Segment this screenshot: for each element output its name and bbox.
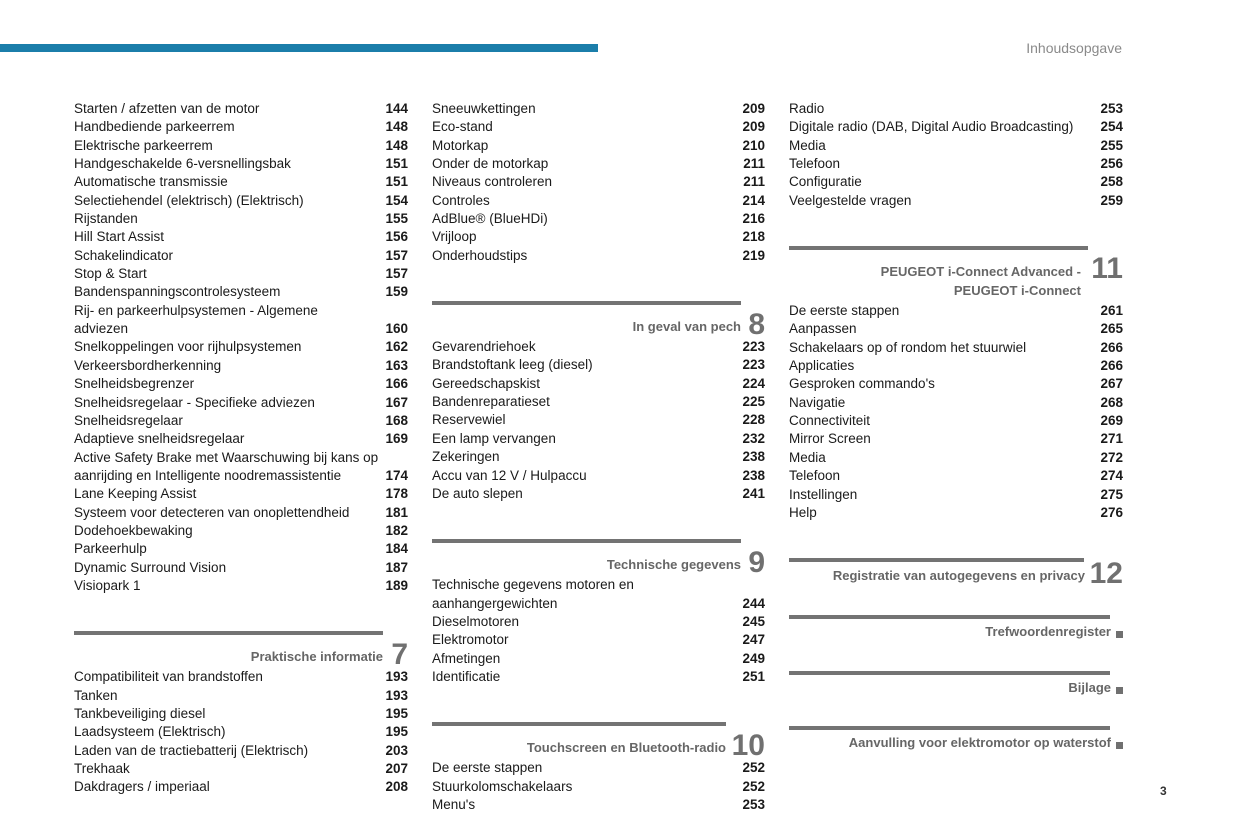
toc-entry-page: 275: [1100, 486, 1123, 502]
toc-entry-title: Dieselmotoren: [432, 613, 520, 629]
toc-entry-title: Rijstanden: [74, 211, 138, 227]
section-title-line: PEUGEOT i-Connect Advanced -: [880, 264, 1081, 280]
toc-entry-page: 211: [743, 156, 765, 172]
toc-entry-page: 187: [385, 559, 408, 575]
toc-entry-page: 151: [385, 174, 408, 190]
toc-entry-title: Controles: [432, 192, 490, 208]
toc-entry-page: 207: [385, 761, 408, 776]
toc-entry[interactable]: [432, 137, 765, 155]
toc-column-1: [74, 100, 408, 797]
toc-entry-page: 209: [742, 119, 765, 135]
toc-entry-page: 167: [385, 394, 408, 410]
toc-entry-active-safety-brake[interactable]: [74, 449, 408, 486]
toc-entry-page: 157: [385, 266, 408, 282]
toc-entry[interactable]: [74, 559, 408, 577]
toc-list: [74, 485, 408, 595]
toc-entry-title: Sneeuwkettingen: [432, 101, 536, 116]
section-rule: [789, 246, 1088, 250]
toc-entry[interactable]: [74, 742, 408, 760]
toc-entry[interactable]: [789, 155, 1123, 173]
toc-entry-page: 274: [1100, 468, 1123, 484]
toc-entry[interactable]: [74, 485, 408, 503]
toc-entry-title: Veelgestelde vragen: [789, 192, 912, 208]
section-header-10[interactable]: [432, 722, 765, 763]
toc-entry-page: 256: [1100, 156, 1123, 172]
toc-entry-page: 209: [742, 101, 765, 116]
toc-entry-page: 195: [385, 724, 408, 740]
toc-entry[interactable]: [789, 100, 1123, 118]
toc-entry-title: De eerste stappen: [789, 303, 900, 319]
toc-list: [432, 759, 765, 814]
toc-entry-title: Navigatie: [789, 394, 846, 410]
toc-entry[interactable]: [74, 375, 408, 393]
toc-entry[interactable]: [74, 522, 408, 540]
toc-entry[interactable]: [432, 393, 765, 411]
section-square-icon: [1116, 631, 1123, 638]
toc-entry-title: Rij- en parkeerhulpsystemen - Algemene adviezen: [74, 302, 318, 337]
toc-entry-page: 216: [742, 211, 765, 227]
toc-entry-page: 269: [1100, 413, 1123, 429]
toc-entry[interactable]: [789, 302, 1123, 320]
toc-entry-page: 238: [742, 467, 765, 483]
toc-entry[interactable]: [432, 613, 765, 631]
toc-entry[interactable]: [74, 430, 408, 448]
toc-entry-title: De eerste stappen: [432, 760, 543, 776]
toc-entry-page: 168: [385, 412, 408, 428]
toc-entry[interactable]: [74, 118, 408, 136]
toc-entry-page: 266: [1100, 339, 1123, 355]
section-header-8[interactable]: [432, 301, 765, 342]
toc-entry-page: 252: [742, 760, 765, 776]
section-header-9[interactable]: [432, 539, 765, 580]
toc-entry-title: Trekhaak: [74, 761, 130, 776]
toc-entry-page: 144: [385, 101, 408, 116]
toc-entry-title: Elektromotor: [432, 632, 509, 648]
toc-entry-title: Niveaus controleren: [432, 174, 553, 190]
toc-entry[interactable]: [74, 760, 408, 778]
toc-entry[interactable]: [789, 320, 1123, 338]
section-title: In geval van pech: [632, 318, 741, 334]
page-number: 3: [1160, 784, 1167, 798]
toc-entry-title: Telefoon: [789, 156, 841, 172]
toc-entry-page: 178: [385, 486, 408, 502]
section-number: 9: [748, 546, 765, 580]
toc-entry[interactable]: [432, 247, 765, 265]
toc-entry-title: Snelheidsbegrenzer: [74, 376, 195, 392]
toc-entry[interactable]: [74, 155, 408, 173]
section-rule: [432, 539, 741, 543]
toc-entry[interactable]: [789, 467, 1123, 485]
toc-entry-page: 251: [742, 668, 765, 684]
toc-entry-title: aanrijding en Intelligente noodremassistentie: [74, 467, 342, 483]
toc-entry[interactable]: [789, 449, 1123, 467]
toc-entry-page: 224: [742, 375, 765, 391]
toc-entry[interactable]: [74, 577, 408, 595]
section-number: 11: [1091, 252, 1123, 286]
toc-entry[interactable]: [432, 668, 765, 686]
toc-entry[interactable]: [74, 302, 408, 339]
toc-entry-title: Systeem voor detecteren van onoplettendheid: [74, 504, 350, 520]
toc-entry-page: 211: [743, 174, 765, 190]
toc-entry[interactable]: [74, 504, 408, 522]
toc-entry[interactable]: [789, 375, 1123, 393]
toc-entry[interactable]: [74, 173, 408, 191]
toc-entry-page: 219: [742, 247, 765, 263]
toc-list: [74, 668, 408, 796]
toc-entry[interactable]: [789, 118, 1123, 136]
toc-entry[interactable]: [432, 118, 765, 136]
section-title: Praktische informatie: [250, 648, 383, 664]
toc-entry-title: Applicaties: [789, 358, 855, 374]
toc-entry-title: Stuurkolomschakelaars: [432, 778, 573, 794]
toc-entry-title: Motorkap: [432, 137, 489, 153]
toc-entry-title: Verkeersbordherkenning: [74, 357, 222, 373]
toc-entry[interactable]: [432, 778, 765, 796]
toc-entry-title: Snelheidsregelaar: [74, 412, 183, 428]
toc-entry-title: Schakelindicator: [74, 247, 174, 263]
toc-entry-title: Lane Keeping Assist: [74, 486, 197, 502]
toc-entry-page: 228: [742, 412, 765, 428]
toc-entry-title: Stop & Start: [74, 266, 147, 282]
toc-entry[interactable]: [789, 339, 1123, 357]
toc-entry-page: 258: [1100, 174, 1123, 190]
toc-entry-page: 154: [385, 192, 408, 208]
toc-entry-title: Compatibiliteit van brandstoffen: [74, 669, 263, 685]
toc-entry-title: Digitale radio (DAB, Digital Audio Broadcasting): [789, 119, 1074, 135]
toc-entry-title: Adaptieve snelheidsregelaar: [74, 431, 245, 447]
section-header-aanvulling[interactable]: [789, 726, 1123, 754]
toc-entry[interactable]: [789, 504, 1123, 522]
toc-entry-page: 253: [1100, 101, 1123, 116]
toc-entry-page: 253: [742, 796, 765, 812]
toc-entry[interactable]: [74, 357, 408, 375]
toc-entry[interactable]: [432, 759, 765, 777]
section-title: Technische gegevens: [606, 556, 741, 572]
toc-entry-title: Laadsysteem (Elektrisch): [74, 724, 226, 740]
toc-entry-page: 203: [385, 742, 408, 758]
toc-entry-title: Elektrische parkeerrem: [74, 137, 213, 153]
toc-entry-page: 163: [385, 357, 408, 373]
toc-entry-page: 184: [385, 541, 408, 557]
toc-entry[interactable]: [74, 100, 408, 118]
toc-entry-title: Accu van 12 V / Hulpaccu: [432, 467, 587, 483]
section-rule: [789, 615, 1110, 619]
toc-entry[interactable]: [432, 631, 765, 649]
toc-entry-title: Tankbeveiliging diesel: [74, 705, 206, 721]
toc-entry[interactable]: [789, 394, 1123, 412]
toc-entry-page: 156: [385, 229, 408, 245]
toc-entry-technische-gegevens[interactable]: [432, 576, 765, 613]
toc-entry[interactable]: [432, 411, 765, 429]
toc-entry-title: Brandstoftank leeg (diesel): [432, 357, 593, 373]
toc-entry[interactable]: [74, 283, 408, 301]
section-title: Aanvulling voor elektromotor op waterstof: [848, 734, 1111, 750]
toc-entry-title: Aanpassen: [789, 321, 857, 337]
toc-entry-title: Dodehoekbewaking: [74, 522, 193, 538]
toc-entry-page: 244: [742, 595, 765, 611]
section-square-icon: [1116, 687, 1123, 694]
toc-list: [432, 613, 765, 686]
toc-entry-page: 259: [1100, 192, 1123, 208]
section-rule: [789, 671, 1110, 675]
toc-entry-title: Media: [789, 449, 826, 465]
toc-entry-title: Parkeerhulp: [74, 541, 147, 557]
toc-entry-page: 254: [1100, 119, 1123, 135]
toc-entry-page: 151: [385, 156, 408, 172]
toc-entry-page: 162: [385, 339, 408, 355]
section-title-line: PEUGEOT i-Connect: [953, 282, 1081, 298]
toc-entry[interactable]: [789, 430, 1123, 448]
toc-entry[interactable]: [432, 192, 765, 210]
toc-entry[interactable]: [432, 650, 765, 668]
section-number: 10: [731, 729, 765, 763]
toc-entry[interactable]: [432, 100, 765, 118]
toc-entry[interactable]: [74, 247, 408, 265]
toc-entry-title: Gevarendriehoek: [432, 339, 536, 355]
section-rule: [74, 631, 383, 635]
toc-entry-page: 276: [1100, 504, 1123, 520]
toc-list: [74, 100, 408, 449]
toc-entry[interactable]: [74, 338, 408, 356]
toc-entry[interactable]: [74, 540, 408, 558]
section-number: 8: [748, 308, 765, 342]
toc-entry-page: 232: [742, 430, 765, 446]
section-header-7[interactable]: [74, 631, 408, 672]
toc-entry-title: Selectiehendel (elektrisch) (Elektrisch): [74, 192, 304, 208]
toc-entry[interactable]: [74, 778, 408, 796]
section-title: [881, 263, 1081, 300]
toc-entry-title: AdBlue® (BlueHDi): [432, 211, 548, 227]
toc-list: [789, 100, 1123, 210]
toc-entry[interactable]: [432, 210, 765, 228]
toc-entry-title: Vrijloop: [432, 229, 477, 245]
toc-entry-title: Dynamic Surround Vision: [74, 559, 227, 575]
toc-entry-page: 272: [1100, 449, 1123, 465]
toc-entry-title: Tanken: [74, 687, 118, 703]
toc-entry[interactable]: [74, 228, 408, 246]
toc-entry-page: 266: [1100, 358, 1123, 374]
toc-entry[interactable]: [74, 210, 408, 228]
toc-entry-page: 225: [742, 394, 765, 410]
toc-entry[interactable]: [432, 448, 765, 466]
toc-entry[interactable]: [432, 155, 765, 173]
toc-entry[interactable]: [74, 192, 408, 210]
toc-entry-page: 252: [742, 778, 765, 794]
toc-list: [432, 100, 765, 265]
toc-entry[interactable]: [789, 357, 1123, 375]
toc-entry-page: 268: [1100, 394, 1123, 410]
toc-entry-page: 265: [1100, 321, 1123, 337]
toc-entry-page: 255: [1100, 137, 1123, 153]
toc-entry-title: Eco-stand: [432, 119, 493, 135]
toc-column-2: [432, 100, 765, 814]
toc-entry-page: 214: [742, 192, 765, 208]
page-header-title: Inhoudsopgave: [1026, 40, 1122, 56]
toc-entry-title: Radio: [789, 101, 825, 116]
toc-entry-page: 241: [742, 485, 765, 501]
toc-entry-page: 267: [1100, 376, 1123, 392]
section-rule: [432, 301, 741, 305]
toc-entry-page: 193: [385, 669, 408, 685]
toc-entry-page: 182: [385, 522, 408, 538]
toc-entry-page: 159: [385, 284, 408, 300]
toc-entry-page: 160: [385, 321, 408, 337]
section-title: Registratie van autogegevens en privacy: [832, 567, 1085, 583]
toc-entry-title: Gereedschapskist: [432, 375, 541, 391]
toc-entry-title: Handbediende parkeerrem: [74, 119, 235, 135]
toc-entry[interactable]: [432, 375, 765, 393]
toc-entry-page: 148: [385, 137, 408, 153]
toc-entry-title: Bandenreparatieset: [432, 394, 550, 410]
toc-entry[interactable]: [789, 173, 1123, 191]
toc-entry[interactable]: [432, 338, 765, 356]
toc-entry-title: Technische gegevens motoren en: [432, 577, 634, 593]
section-number: 7: [391, 638, 408, 672]
section-header-trefwoordenregister[interactable]: [789, 615, 1123, 643]
toc-entry-page: 181: [385, 504, 408, 520]
toc-entry[interactable]: [432, 173, 765, 191]
toc-entry-title: Identificatie: [432, 668, 501, 684]
toc-entry-title: Handgeschakelde 6-versnellingsbak: [74, 156, 291, 172]
toc-entry[interactable]: [74, 723, 408, 741]
toc-entry-page: 210: [742, 137, 765, 153]
header-accent-bar: [0, 44, 598, 52]
toc-entry-title: Configuratie: [789, 174, 862, 190]
toc-entry-page: 155: [385, 211, 408, 227]
toc-entry[interactable]: [74, 668, 408, 686]
toc-entry-page: 189: [385, 577, 408, 593]
toc-column-3: [789, 100, 1123, 754]
toc-entry-page: 271: [1100, 431, 1123, 447]
toc-entry-title: Connectiviteit: [789, 413, 871, 429]
toc-entry[interactable]: [74, 394, 408, 412]
toc-entry-page: 195: [385, 705, 408, 721]
toc-entry-title: Active Safety Brake met Waarschuwing bij kans op: [74, 449, 379, 465]
section-title: Bijlage: [1068, 679, 1111, 695]
section-header-12[interactable]: [789, 557, 1123, 591]
toc-entry-title: Automatische transmissie: [74, 174, 228, 190]
section-header-bijlage[interactable]: [789, 671, 1123, 699]
toc-entry-page: 166: [385, 376, 408, 392]
toc-entry-page: 169: [385, 431, 408, 447]
toc-entry[interactable]: [432, 485, 765, 503]
toc-entry-title: Bandenspanningscontrolesysteem: [74, 284, 281, 300]
section-header-11[interactable]: [789, 246, 1123, 302]
toc-entry-page: 208: [385, 779, 408, 795]
toc-entry[interactable]: [74, 687, 408, 705]
toc-entry-title: Menu's: [432, 796, 476, 812]
toc-entry-page: 157: [385, 247, 408, 263]
toc-entry-title: Laden van de tractiebatterij (Elektrisch): [74, 742, 309, 758]
section-title: Trefwoordenregister: [985, 623, 1111, 639]
toc-entry-title: Een lamp vervangen: [432, 430, 556, 446]
toc-entry-title: Gesproken commando's: [789, 376, 935, 392]
toc-entry-title: Snelkoppelingen voor rijhulpsystemen: [74, 339, 302, 355]
toc-entry-title: Starten / afzetten van de motor: [74, 101, 260, 116]
section-number: 12: [1089, 557, 1123, 591]
toc-entry[interactable]: [432, 228, 765, 246]
toc-entry-page: 218: [742, 229, 765, 245]
toc-entry[interactable]: [74, 137, 408, 155]
toc-entry[interactable]: [74, 265, 408, 283]
section-rule: [432, 722, 726, 726]
toc-entry-page: 193: [385, 687, 408, 703]
toc-entry-page: 223: [742, 357, 765, 373]
toc-entry-title: Instellingen: [789, 486, 858, 502]
toc-entry[interactable]: [432, 430, 765, 448]
toc-entry[interactable]: [432, 356, 765, 374]
toc-entry-title: aanhangergewichten: [432, 595, 558, 611]
toc-entry[interactable]: [74, 705, 408, 723]
toc-entry-page: 247: [742, 632, 765, 648]
toc-list: [789, 302, 1123, 522]
toc-entry-page: 174: [385, 467, 408, 483]
toc-entry-page: 249: [742, 650, 765, 666]
toc-entry-title: Dakdragers / imperiaal: [74, 779, 210, 795]
toc-entry-page: 148: [385, 119, 408, 135]
toc-entry[interactable]: [432, 467, 765, 485]
toc-entry-page: 261: [1100, 303, 1123, 319]
toc-entry-title: Reservewiel: [432, 412, 506, 428]
toc-entry-title: Snelheidsregelaar - Specifieke adviezen: [74, 394, 315, 410]
toc-entry-page: 245: [742, 613, 765, 629]
toc-entry[interactable]: [789, 192, 1123, 210]
section-square-icon: [1116, 742, 1123, 749]
toc-entry-title: Afmetingen: [432, 650, 501, 666]
toc-entry-title: Zekeringen: [432, 449, 500, 465]
toc-entry-title: Onder de motorkap: [432, 156, 549, 172]
section-rule: [789, 726, 1110, 730]
toc-list: [432, 338, 765, 503]
section-rule: [789, 558, 1084, 562]
toc-entry-title: Onderhoudstips: [432, 247, 528, 263]
toc-entry-title: Visiopark 1: [74, 577, 141, 593]
section-title: Touchscreen en Bluetooth-radio: [526, 739, 726, 755]
toc-entry-title: De auto slepen: [432, 485, 523, 501]
toc-entry[interactable]: [789, 486, 1123, 504]
toc-entry-title: Mirror Screen: [789, 431, 871, 447]
toc-entry-title: Media: [789, 137, 826, 153]
toc-entry-title: Hill Start Assist: [74, 229, 165, 245]
toc-entry-page: 238: [742, 449, 765, 465]
toc-entry[interactable]: [74, 412, 408, 430]
toc-entry[interactable]: [789, 412, 1123, 430]
toc-entry-title: Help: [789, 504, 817, 520]
toc-entry-title: Telefoon: [789, 468, 841, 484]
toc-entry[interactable]: [432, 796, 765, 814]
toc-entry[interactable]: [789, 137, 1123, 155]
toc-entry-page: 223: [742, 339, 765, 355]
toc-entry-title: Schakelaars op of rondom het stuurwiel: [789, 339, 1027, 355]
